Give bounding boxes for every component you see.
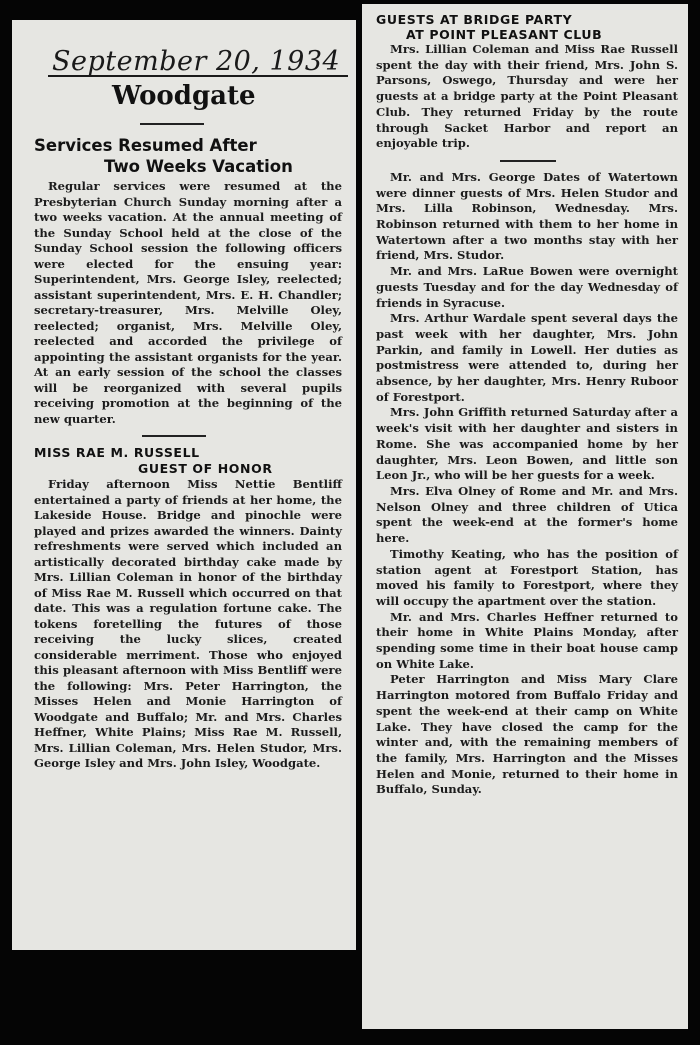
paragraph: Regular services were resumed at the Presbyterian Church Sunday morning after a two weeks vacation. At the annual meeting of the Sunday School held at the close of the Sunday School session the following officers were elected for the ensuing year: Superintendent, Mrs. George Isley, reelected; assistant superintendent, Mrs. E. H. Chandler; secretary-treasurer, Mrs. Melville Oley, reelected; organist, Mrs. Melville Oley, reelected and accorded the privilege of appointing the assistant organists for the year. At an early session of the school the classes will be reorganized with several pupils receiving promotion at the beginning of the new quarter. <box>34 179 342 426</box>
headline-line-2: AT POINT PLEASANT CLUB <box>406 27 603 42</box>
left-clipping <box>12 20 356 950</box>
headline-line-2: Two Weeks Vacation <box>104 157 293 176</box>
article-headline <box>34 135 342 177</box>
news-item: Peter Harrington and Miss Mary Clare Harrington motored from Buffalo Friday and spent the week-end at their camp on White Lake. They have closed the camp for the winter and, with the remaining members of the family, Mrs. Harrington and the Misses Helen and Monie, returned to their home in Buffalo, Sunday. <box>376 672 678 797</box>
paragraph: Mrs. Lillian Coleman and Miss Rae Russell spent the day with their friend, Mrs. John S. Parsons, Oswego, Thursday and were her guests at a bridge party at the Point Pleasant Club. They returned Friday by the route through Sacket Harbor and report an enjoyable trip. <box>376 42 678 151</box>
news-item: Mr. and Mrs. Charles Heffner returned to their home in White Plains Monday, after spending some time in their boat house camp on White Lake. <box>376 609 678 671</box>
handwritten-date: September 20, 1934 <box>52 46 341 77</box>
article-body <box>34 179 342 427</box>
news-item: Mr. and Mrs. George Dates of Watertown were dinner guests of Mrs. Helen Studor and Mrs. Lilla Robinson, Wednesday. Mrs. Robinson returned with them to her home in Watertown after a two months stay with her friend, Mrs. Studor. <box>376 169 678 263</box>
divider <box>140 123 204 125</box>
news-item: Mrs. John Griffith returned Saturday after a week's visit with her daughter and sisters in Rome. She was accompanied home by her daughter, Mrs. Leon Bowen, and little son Leon Jr., who will be her guests for a week. <box>376 405 678 483</box>
paragraph: Friday afternoon Miss Nettie Bentliff entertained a party of friends at her home, the Lakeside House. Bridge and pinochle were played and prizes awarded the winners. Dainty refreshments were served which included an artistically decorated birthday cake made by Mrs. Lillian Coleman in honor of the birthday of Miss Rae M. Russell which occurred on that date. This was a regulation fortune cake. The tokens foretelling the futures of those receiving the lucky slices, created considerable merriment. Those who enjoyed this pleasant afternoon with Miss Bentliff were the following: Mrs. Peter Harrington, the Misses Helen and Monie Harrington of Woodgate and Buffalo; Mr. and Mrs. Charles Heffner, White Plains; Miss Rae M. Russell, Mrs. Lillian Coleman, Mrs. Helen Studor, Mrs. George Isley and Mrs. John Isley, Woodgate. <box>34 477 342 770</box>
article-body <box>376 42 678 152</box>
article-headline <box>34 445 342 477</box>
headline-line-1: Services Resumed After <box>34 136 257 155</box>
article-headline <box>376 12 678 42</box>
place-heading: Woodgate <box>112 81 256 111</box>
divider <box>500 160 556 162</box>
news-item: Mrs. Elva Olney of Rome and Mr. and Mrs. Nelson Olney and three children of Utica spent the week-end at the former's home here. <box>376 483 678 546</box>
divider <box>142 435 206 437</box>
news-item: Mr. and Mrs. LaRue Bowen were overnight guests Tuesday and for the day Wednesday of friends in Syracuse. <box>376 264 678 310</box>
news-notes <box>376 170 678 798</box>
article-body <box>34 477 342 772</box>
news-item: Timothy Keating, who has the position of station agent at Forestport Station, has moved his family to Forestport, where they will occupy the apartment over the station. <box>376 546 678 608</box>
headline-line-1: GUESTS AT BRIDGE PARTY <box>376 12 573 27</box>
news-item: Mrs. Arthur Wardale spent several days the past week with her daughter, Mrs. John Parkin, and family in Lowell. Her duties as postmistress were attended to, during her absence, by her daughter, Mrs. Henry Ruboor of Forestport. <box>376 311 678 404</box>
right-clipping <box>362 4 688 1029</box>
headline-line-1: MISS RAE M. RUSSELL <box>34 445 200 460</box>
headline-line-2: GUEST OF HONOR <box>138 461 273 476</box>
